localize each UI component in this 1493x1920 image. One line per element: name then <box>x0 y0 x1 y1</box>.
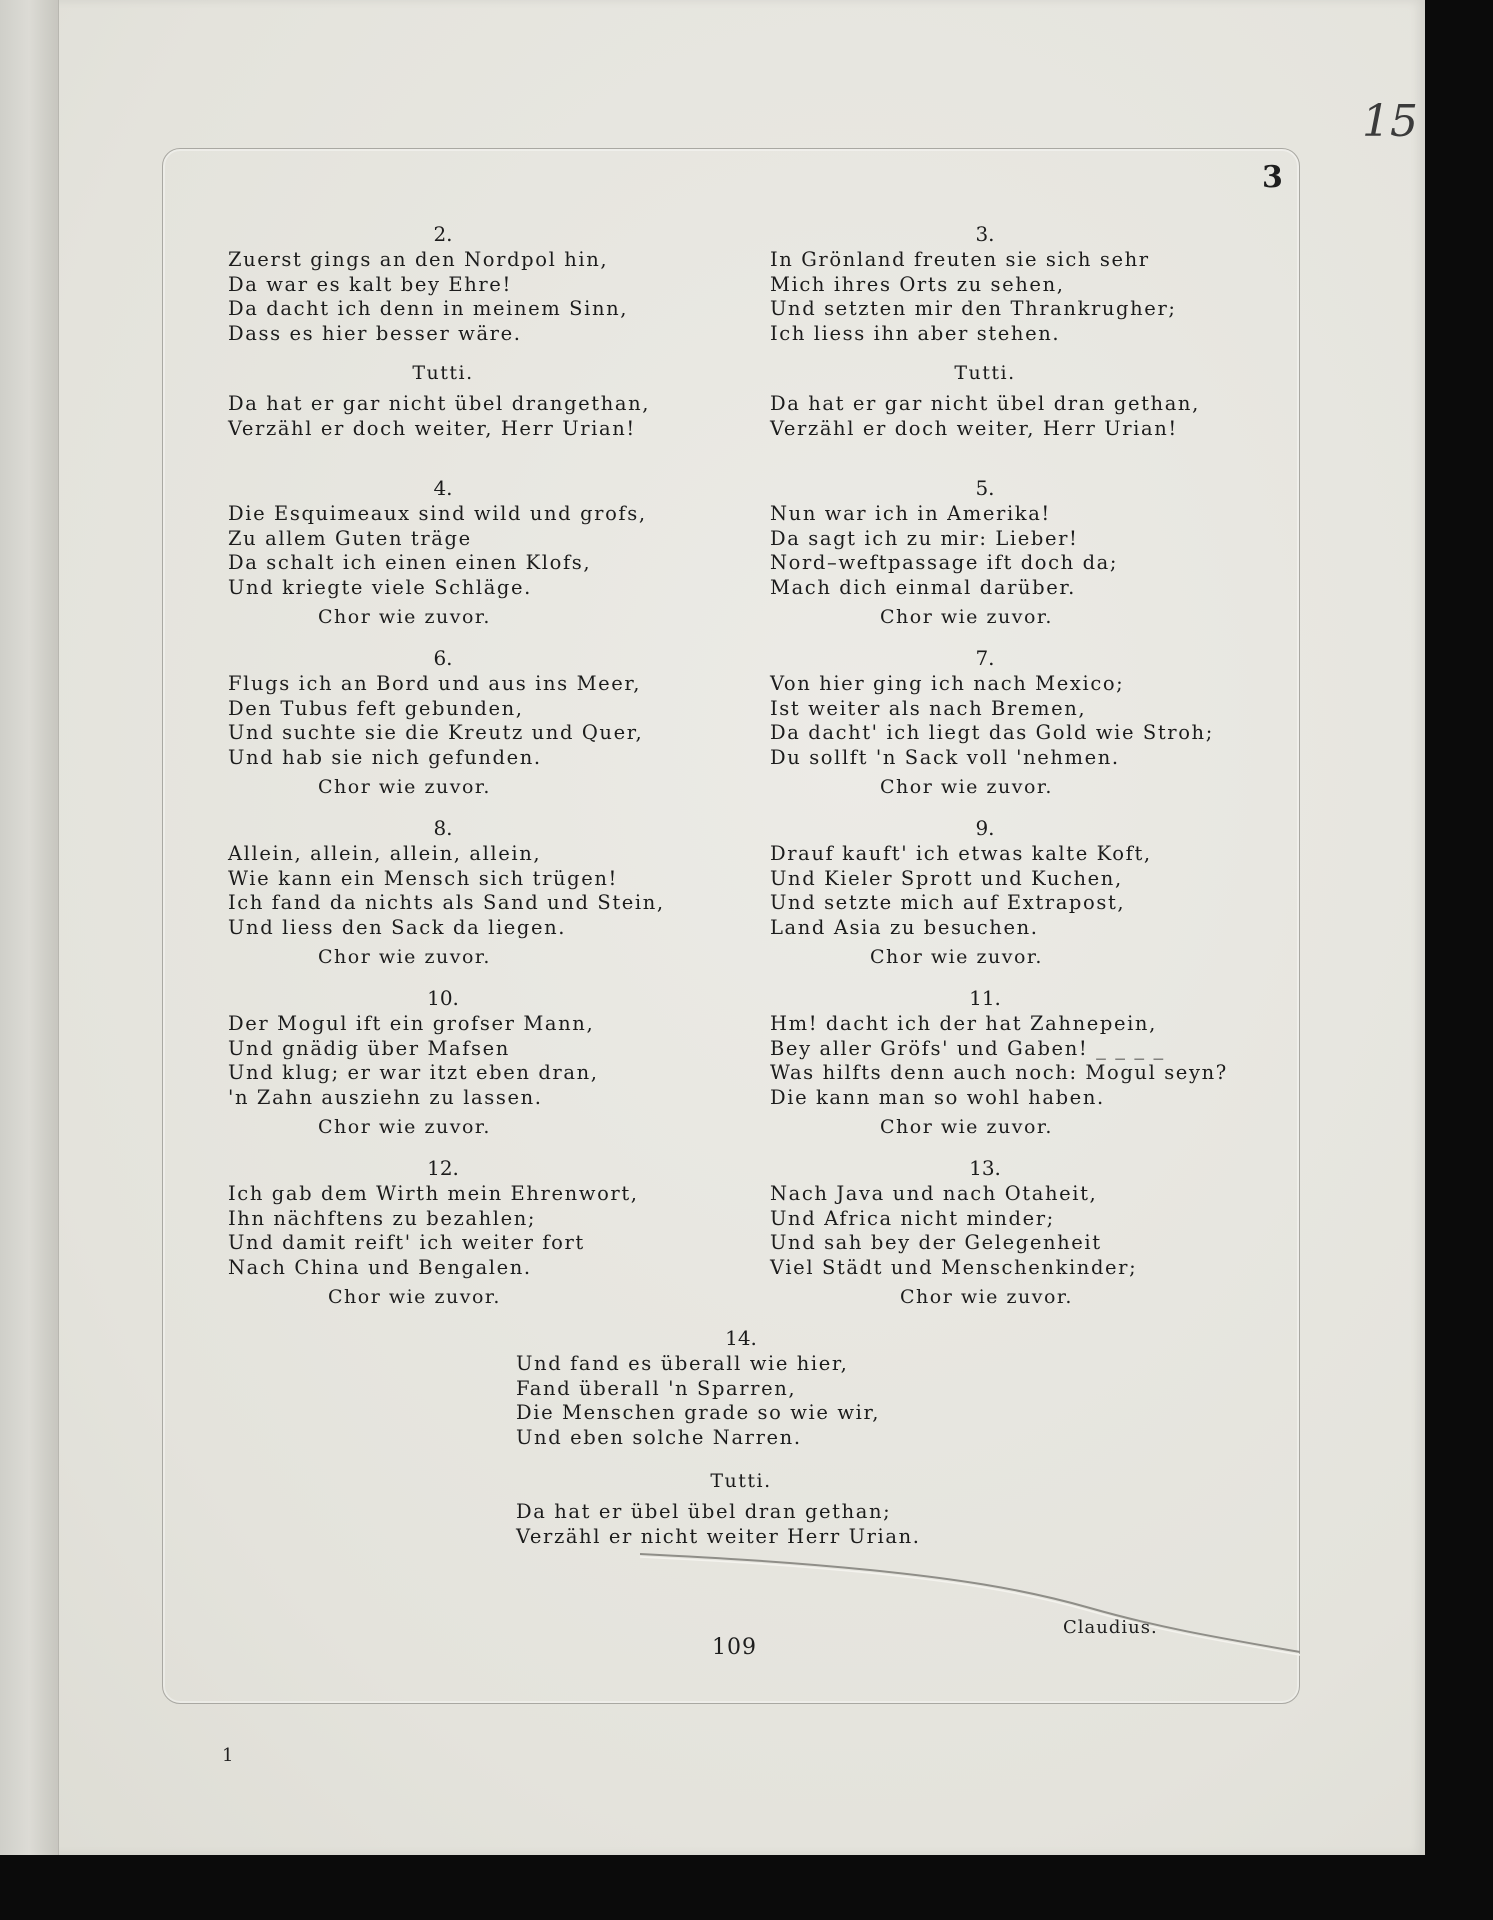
verse-line: Ich fand da nichts als Sand und Stein, <box>228 891 665 914</box>
verse-line: Wie kann ein Mensch sich trügen! <box>228 866 618 890</box>
verse-line: In Grönland freuten sie sich sehr <box>770 248 1150 271</box>
verse-line: Fand überall 'n Sparren, <box>516 1376 797 1400</box>
verse-line: Und eben solche Narren. <box>516 1425 802 1449</box>
tutti-label: Tutti. <box>954 362 1016 384</box>
stanza-number: 11. <box>969 986 1001 1010</box>
chorus-note: Chor wie zuvor. <box>318 606 491 628</box>
verse-line: Flugs ich an Bord und aus ins Meer, <box>228 672 641 695</box>
chorus-note: Chor wie zuvor. <box>880 776 1053 798</box>
tutti-line: Da hat er übel übel dran gethan; <box>516 1500 892 1523</box>
verse-line: Da dacht ich denn in meinem Sinn, <box>228 297 629 320</box>
verse-line: Der Mogul ift ein grofser Mann, <box>228 1012 595 1035</box>
chorus-note: Chor wie zuvor. <box>880 606 1053 628</box>
verse-line: Bey aller Gröfs' und Gaben! _ _ _ _ <box>770 1036 1165 1060</box>
stanza-5 <box>770 476 1290 628</box>
stanza-number: 7. <box>975 646 995 670</box>
verse-line: Die kann man so wohl haben. <box>770 1085 1105 1109</box>
verse-line: Und gnädig über Mafsen <box>228 1036 510 1060</box>
stanza-8 <box>228 816 748 968</box>
tutti-line: Verzähl er nicht weiter Herr Urian. <box>516 1524 921 1548</box>
chorus-note: Chor wie zuvor. <box>880 1116 1053 1138</box>
chorus-note: Chor wie zuvor. <box>318 1116 491 1138</box>
verse-line: Dass es hier besser wäre. <box>228 321 522 345</box>
handwritten-folio-number: 15 <box>1362 96 1418 147</box>
verse-line: Da war es kalt bey Ehre! <box>228 272 512 296</box>
verse-line: Nach China und Bengalen. <box>228 1255 532 1279</box>
stanza-number: 10. <box>427 986 459 1010</box>
chorus-note: Chor wie zuvor. <box>870 946 1043 968</box>
verse-line: Allein, allein, allein, allein, <box>228 842 542 865</box>
stanza-number: 5. <box>975 476 995 500</box>
verse-line: Ich gab dem Wirth mein Ehrenwort, <box>228 1182 639 1205</box>
plate-number: 3 <box>1262 160 1283 195</box>
verse-line: 'n Zahn ausziehn zu lassen. <box>228 1085 543 1109</box>
verse-line: Und hab sie nich gefunden. <box>228 745 542 769</box>
tutti-label: Tutti. <box>710 1470 772 1492</box>
verse-line: Und damit reift' ich weiter fort <box>228 1231 585 1254</box>
verse-line: Nun war ich in Amerika! <box>770 502 1051 525</box>
tutti-label: Tutti. <box>412 362 474 384</box>
stanza-number: 6. <box>433 646 453 670</box>
binding-edge <box>0 0 59 1855</box>
verse-line: Ist weiter als nach Bremen, <box>770 696 1087 720</box>
tutti-line: Da hat er gar nicht übel dran gethan, <box>770 392 1200 415</box>
verse-line: Hm! dacht ich der hat Zahnepein, <box>770 1012 1157 1035</box>
tutti-line: Verzähl er doch weiter, Herr Urian! <box>770 416 1178 440</box>
stanza-13 <box>770 1156 1290 1308</box>
stanza-6 <box>228 646 748 798</box>
verse-line: Da sagt ich zu mir: Lieber! <box>770 526 1079 550</box>
verse-line: Da schalt ich einen einen Klofs, <box>228 551 592 574</box>
stanza-12 <box>228 1156 748 1308</box>
stanza-number: 8. <box>433 816 453 840</box>
verse-line: Zu allem Guten träge <box>228 526 472 550</box>
stanza-10 <box>228 986 748 1138</box>
verse-line: Den Tubus feft gebunden, <box>228 696 524 720</box>
verse-line: Nach Java und nach Otaheit, <box>770 1182 1098 1205</box>
verse-line: Und suchte sie die Kreutz und Quer, <box>228 721 644 744</box>
stanza-number: 13. <box>969 1156 1001 1180</box>
verse-line: Und Kieler Sprott und Kuchen, <box>770 866 1123 890</box>
verse-line: Und sah bey der Gelegenheit <box>770 1231 1102 1254</box>
stanza-3 <box>770 222 1290 441</box>
verse-line: Viel Städt und Menschenkinder; <box>770 1255 1138 1279</box>
stanza-4 <box>228 476 748 628</box>
stanza-14 <box>516 1326 1076 1549</box>
verse-line: Ich liess ihn aber stehen. <box>770 321 1061 345</box>
verse-line: Zuerst gings an den Nordpol hin, <box>228 248 609 271</box>
tutti-line: Da hat er gar nicht übel drangethan, <box>228 392 651 415</box>
stanza-11 <box>770 986 1290 1138</box>
tutti-line: Verzähl er doch weiter, Herr Urian! <box>228 416 636 440</box>
verse-line: Was hilfts denn auch noch: Mogul seyn? <box>770 1061 1228 1084</box>
verse-line: Drauf kauft' ich etwas kalte Koft, <box>770 842 1152 865</box>
verse-line: Mich ihres Orts zu sehen, <box>770 272 1065 296</box>
verse-line: Du sollft 'n Sack voll 'nehmen. <box>770 745 1120 769</box>
stanza-number: 3. <box>975 222 995 246</box>
stanza-7 <box>770 646 1290 798</box>
stanza-2 <box>228 222 748 441</box>
verse-line: Die Esquimeaux sind wild und grofs, <box>228 502 647 525</box>
verse-line: Und kriegte viele Schläge. <box>228 575 532 599</box>
chorus-note: Chor wie zuvor. <box>328 1286 501 1308</box>
verse-line: Land Asia zu besuchen. <box>770 915 1039 939</box>
verse-line: Nord–weftpassage ift doch da; <box>770 551 1119 574</box>
verse-line: Ihn nächftens zu bezahlen; <box>228 1206 537 1230</box>
stanza-number: 9. <box>975 816 995 840</box>
page-number: 109 <box>712 1635 757 1660</box>
chorus-note: Chor wie zuvor. <box>318 776 491 798</box>
verse-line: Die Menschen grade so wie wir, <box>516 1401 881 1424</box>
verse-line: Und fand es überall wie hier, <box>516 1352 849 1375</box>
stanza-9 <box>770 816 1290 968</box>
corner-mark: 1 <box>222 1745 234 1766</box>
verse-line: Von hier ging ich nach Mexico; <box>770 672 1125 695</box>
verse-line: Und klug; er war itzt eben dran, <box>228 1061 599 1084</box>
author-signature: Claudius. <box>1063 1617 1158 1638</box>
stanza-number: 14. <box>725 1326 757 1350</box>
stanza-number: 2. <box>433 222 453 246</box>
verse-line: Da dacht' ich liegt das Gold wie Stroh; <box>770 721 1214 744</box>
verse-line: Und liess den Sack da liegen. <box>228 915 567 939</box>
verse-line: Und setzte mich auf Extrapost, <box>770 891 1126 914</box>
chorus-note: Chor wie zuvor. <box>318 946 491 968</box>
chorus-note: Chor wie zuvor. <box>900 1286 1073 1308</box>
verse-line: Und setzten mir den Thrankrugher; <box>770 297 1177 320</box>
verse-line: Und Africa nicht minder; <box>770 1206 1055 1230</box>
verse-line: Mach dich einmal darüber. <box>770 575 1076 599</box>
stanza-number: 12. <box>427 1156 459 1180</box>
stanza-number: 4. <box>433 476 453 500</box>
